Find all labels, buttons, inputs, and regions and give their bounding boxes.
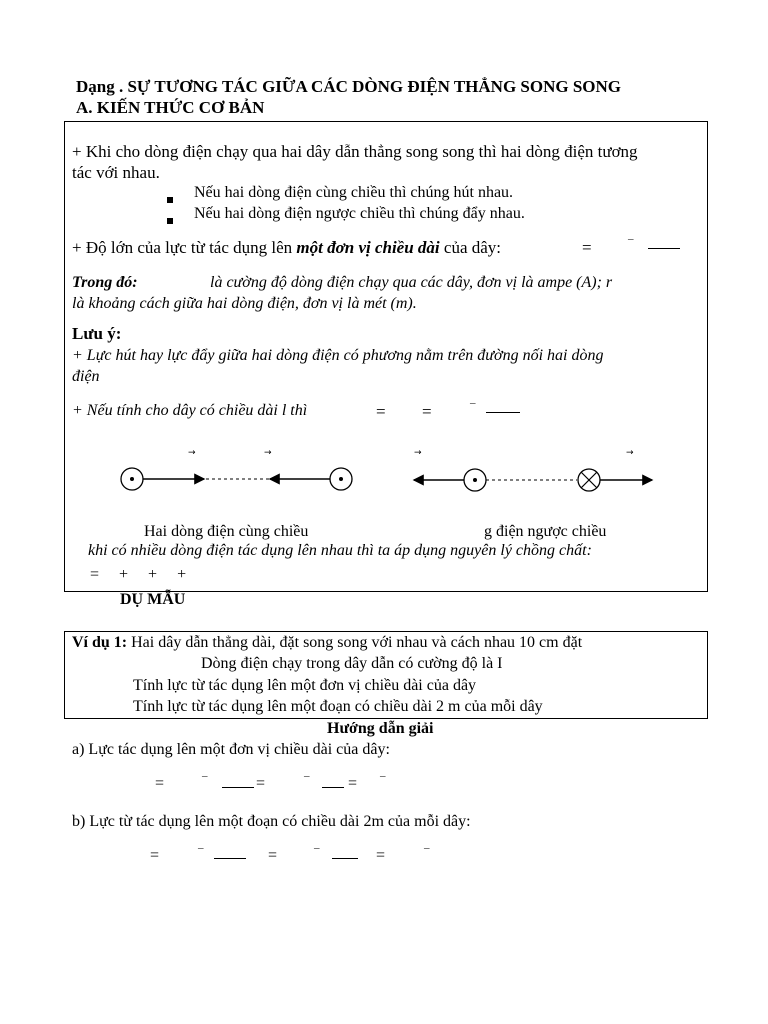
svg-text:→: → [414, 448, 422, 458]
solution-b-text: b) Lực từ tác dụng lên một đoạn có chiều dài 2m của mỗi dây: [72, 813, 471, 830]
example-line-2: Dòng điện chạy trong dây dẫn có cường độ là I [201, 655, 503, 672]
solution-title: Hướng dẫn giải [327, 720, 434, 737]
intro-line-2: tác với nhau. [72, 163, 160, 182]
example-label: Ví dụ 1: [72, 634, 128, 651]
document-title: Dạng . SỰ TƯƠNG TÁC GIỮA CÁC DÒNG ĐIỆN THẲNG SONG SONG [76, 77, 622, 96]
formula-fragment: – [202, 770, 208, 782]
solution-b-eq-1: = [150, 847, 160, 864]
note-title: Lưu ý: [72, 324, 122, 343]
force-equals: = [582, 238, 592, 257]
note-2: + Nếu tính cho dây có chiều dài l thì [72, 402, 308, 419]
solution-a-eq-1: = [155, 775, 165, 792]
force-suffix: của dây: [439, 238, 502, 257]
formula-fragment: – [314, 842, 320, 854]
solution-a-eq-3: = [348, 775, 358, 792]
svg-text:→: → [626, 448, 634, 458]
solution-b-eq-3: = [376, 847, 386, 864]
force-bold: một đơn vị chiều dài [296, 238, 440, 257]
svg-text:→: → [188, 448, 196, 458]
example-text: Hai dây dẫn thẳng dài, đặt song song với nhau và cách nhau 10 cm đặt [127, 634, 583, 651]
solution-a-eq-2: = [256, 775, 266, 792]
example-line-1 [72, 634, 582, 652]
svg-text:→: → [264, 448, 272, 458]
section-b-heading: DỤ MẪU [120, 591, 186, 608]
formula-fragment: – [470, 397, 476, 409]
caption-same-direction: Hai dòng điện cùng chiều [144, 523, 309, 540]
note-1-line-1: + Lực hút hay lực đẩy giữa hai dòng điện có phương nằm trên đường nối hai dòng [72, 347, 604, 364]
where-label: Trong đó: [72, 274, 138, 291]
formula-fragment: – [304, 770, 310, 782]
section-a-heading: A. KIẾN THỨC CƠ BẢN [76, 98, 265, 117]
note-2-equals-1: = [376, 402, 386, 421]
formula-fragment: – [380, 770, 386, 782]
solution-a-text: a) Lực tác dụng lên một đơn vị chiều dài của dây: [72, 741, 390, 758]
note-2-equals-2: = [422, 402, 432, 421]
fraction-bar [214, 858, 246, 859]
intro-line-1: + Khi cho dòng điện chạy qua hai dây dẫn thẳng song song thì hai dòng điện tương [72, 142, 638, 161]
fraction-bar [222, 787, 254, 788]
superposition-equation: = + + + [90, 566, 187, 583]
same-direction-diagram [121, 448, 352, 490]
formula-fragment: – [198, 842, 204, 854]
opposite-direction-diagram [414, 448, 652, 491]
caption-opposite-direction: g điện ngược chiều [484, 523, 607, 540]
force-prefix: + Độ lớn của lực từ tác dụng lên [72, 238, 297, 257]
note-1-line-2: điện [72, 368, 100, 385]
where-text-2: là khoảng cách giữa hai dòng điện, đơn vị là mét (m). [72, 295, 417, 312]
example-line-3: Tính lực từ tác dụng lên một đơn vị chiều dài của dây [133, 677, 477, 694]
bullet-same-direction: Nếu hai dòng điện cùng chiều thì chúng hút nhau. [194, 184, 514, 201]
fraction-bar [322, 787, 344, 788]
solution-b-eq-2: = [268, 847, 278, 864]
fraction-bar [332, 858, 358, 859]
formula-fragment: – [424, 842, 430, 854]
formula-fragment: – [628, 233, 634, 245]
bullet-opposite-direction: Nếu hai dòng điện ngược chiều thì chúng đẩy nhau. [194, 205, 525, 222]
superposition-text: khi có nhiều dòng điện tác dụng lên nhau thì ta áp dụng nguyên lý chồng chất: [88, 542, 592, 559]
example-line-4: Tính lực từ tác dụng lên một đoạn có chiều dài 2 m của mỗi dây [133, 698, 543, 715]
where-text-1: là cường độ dòng điện chạy qua các dây, đơn vị là ampe (A); r [210, 274, 613, 291]
